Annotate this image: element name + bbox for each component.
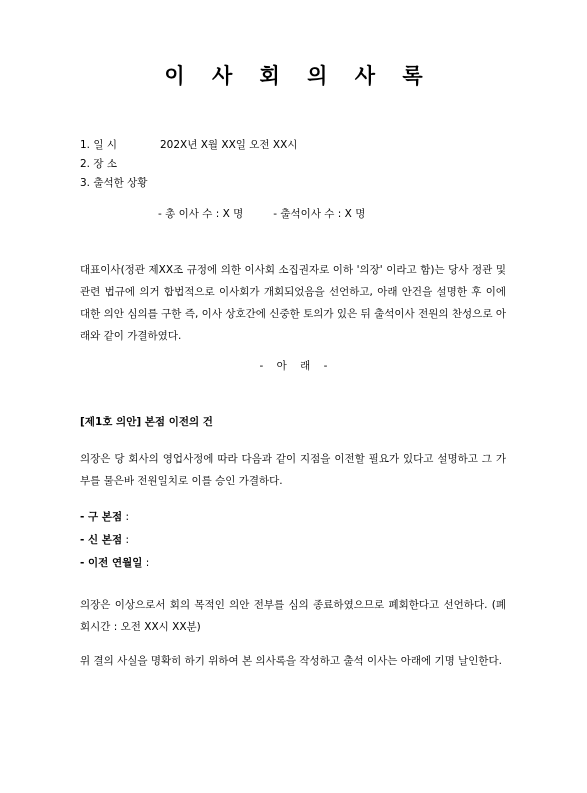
signature-paragraph: 위 결의 사실을 명확히 하기 위하여 본 의사록을 작성하고 출석 이사는 아래에 기명 날인한다. xyxy=(80,655,503,667)
info-item-date xyxy=(80,136,297,155)
intro-paragraph: 대표이사(정관 제XX조 규정에 의한 이사회 소집권자로 이하 '의장' 이라고 함)는 당사 정관 및 관련 법규에 의거 합법적으로 이사회가 개회되었음을 선언하고, 아래 안건을 설명한 후 이에 대한 의안 심의를 구한 즉, 이사 상호간에 신중한 토의가 있은 뒤 출석이사 전원의 찬성으로 아래와 같이 가결하였다. xyxy=(80,264,506,342)
relocation-items xyxy=(80,506,149,575)
agenda-title: [제1호 의안] 본점 이전의 건 xyxy=(80,416,213,428)
closing-paragraph: 의장은 이상으로서 회의 목적인 의안 전부를 심의 종료하였으므로 폐회한다고 선언하다. (폐회시간 : 오전 XX시 XX분) xyxy=(80,599,506,633)
info-item-attendance xyxy=(80,174,297,193)
relocation-item-old xyxy=(80,506,149,529)
info-label: 1. 일 시 xyxy=(80,139,117,151)
item-value: : xyxy=(122,534,129,546)
info-label: 2. 장 소 xyxy=(80,158,117,170)
present-directors: - 출석이사 수 : X 명 xyxy=(273,208,366,220)
item-label: - 신 본점 xyxy=(80,534,123,546)
item-value: : xyxy=(142,557,150,569)
info-item-place xyxy=(80,155,297,174)
item-label: - 구 본점 xyxy=(80,511,123,523)
total-directors: - 총 이사 수 : X 명 xyxy=(158,208,244,220)
below-marker: - 아 래 - xyxy=(259,360,328,372)
info-value: 202X년 X월 XX일 오전 XX시 xyxy=(160,139,298,151)
item-value: : xyxy=(122,511,129,523)
item-label: - 이전 연월일 xyxy=(80,557,143,569)
info-label: 3. 출석한 상황 xyxy=(80,177,148,189)
meeting-info-list xyxy=(80,136,297,193)
document-title: 이 사 회 의 사 록 xyxy=(164,64,433,88)
relocation-item-date xyxy=(80,552,149,575)
relocation-item-new xyxy=(80,529,149,552)
attendance-summary xyxy=(158,206,365,221)
agenda-body: 의장은 당 회사의 영업사정에 따라 다음과 같이 지점을 이전할 필요가 있다고 설명하고 그 가부를 물은바 전원일치로 이를 승인 가결하다. xyxy=(80,453,506,487)
